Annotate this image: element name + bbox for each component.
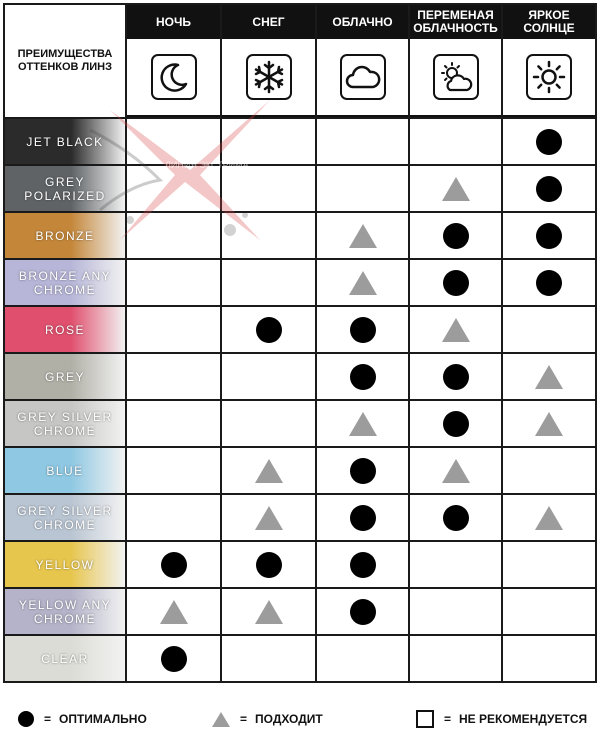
lens-comparison-table (3, 3, 597, 683)
table-row (4, 541, 596, 588)
rating-cell (221, 635, 316, 682)
rating-cell (221, 353, 316, 400)
rating-cell (126, 494, 221, 541)
rating-cell (316, 494, 409, 541)
rating-cell (409, 494, 502, 541)
rating-cell (221, 259, 316, 306)
rating-cell (502, 212, 596, 259)
optimal-dot-icon (536, 176, 562, 202)
rating-cell (126, 165, 221, 212)
lens-name-rose: ROSE (4, 306, 126, 353)
legend-not-recommended: = НЕ РЕКОМЕНДУЕТСЯ (416, 709, 587, 729)
optimal-dot-icon (350, 599, 376, 625)
suitable-triangle-icon (535, 365, 563, 389)
column-label: СНЕГ (252, 14, 285, 29)
column-label: ЯРКОЕ СОЛНЦЕ (523, 8, 575, 35)
suitable-triangle-icon (535, 412, 563, 436)
optimal-dot-icon (536, 270, 562, 296)
optimal-dot-icon (443, 364, 469, 390)
optimal-dot-icon (443, 505, 469, 531)
table-row (4, 306, 596, 353)
table-row (4, 353, 596, 400)
suitable-triangle-icon (255, 506, 283, 530)
rating-cell (502, 306, 596, 353)
rating-cell (502, 494, 596, 541)
suitable-triangle-icon (442, 459, 470, 483)
rating-cell (316, 353, 409, 400)
optimal-dot-icon (536, 129, 562, 155)
lens-name-grey-polarized: GREY POLARIZED (4, 165, 126, 212)
rating-cell (409, 447, 502, 494)
triangle-icon (212, 712, 230, 727)
suitable-triangle-icon (349, 224, 377, 248)
rating-cell (126, 400, 221, 447)
optimal-dot-icon (536, 223, 562, 249)
rating-cell (221, 447, 316, 494)
optimal-dot-icon (443, 270, 469, 296)
rating-cell (316, 165, 409, 212)
rating-cell (221, 212, 316, 259)
optimal-dot-icon (443, 223, 469, 249)
rating-cell (316, 447, 409, 494)
column-label: НОЧЬ (155, 14, 192, 29)
rating-cell (221, 541, 316, 588)
rating-cell (409, 259, 502, 306)
rating-cell (126, 635, 221, 682)
legend (0, 705, 600, 735)
rating-cell (126, 259, 221, 306)
rating-cell (502, 541, 596, 588)
suitable-triangle-icon (349, 271, 377, 295)
table-row (4, 494, 596, 541)
snowflake-icon (246, 54, 292, 100)
suitable-triangle-icon (160, 600, 188, 624)
rating-cell (502, 635, 596, 682)
rating-cell (126, 447, 221, 494)
suitable-triangle-icon (255, 459, 283, 483)
column-label: ОБЛАЧНО (332, 14, 393, 29)
suitable-triangle-icon (442, 318, 470, 342)
lens-name-yellow: YELLOW (4, 541, 126, 588)
column-header-3 (316, 4, 409, 118)
legend-optimal: = ОПТИМАЛЬНО (18, 709, 147, 729)
rating-cell (409, 635, 502, 682)
sun-icon (526, 54, 572, 100)
optimal-dot-icon (256, 552, 282, 578)
rating-cell (502, 118, 596, 165)
rating-cell (126, 118, 221, 165)
column-header-4 (409, 4, 502, 118)
suitable-triangle-icon (535, 506, 563, 530)
corner-title: ПРЕИМУЩЕСТВА ОТТЕНКОВ ЛИНЗ (4, 4, 126, 118)
table-row (4, 165, 596, 212)
rating-cell (409, 353, 502, 400)
rating-cell (316, 118, 409, 165)
rating-cell (502, 165, 596, 212)
moon-icon (151, 54, 197, 100)
rating-cell (126, 588, 221, 635)
rating-cell (316, 306, 409, 353)
table-body (4, 118, 596, 682)
rating-cell (316, 588, 409, 635)
lens-name-clear: CLEAR (4, 635, 126, 682)
column-header-5 (502, 4, 596, 118)
optimal-dot-icon (350, 317, 376, 343)
rating-cell (221, 118, 316, 165)
rating-cell (126, 541, 221, 588)
rating-cell (316, 212, 409, 259)
lens-name-jet-black: JET BLACK (4, 118, 126, 165)
table-row (4, 212, 596, 259)
column-header-2 (221, 4, 316, 118)
rating-cell (126, 353, 221, 400)
rating-cell (409, 588, 502, 635)
rating-cell (409, 212, 502, 259)
rating-cell (316, 635, 409, 682)
lens-name-blue: BLUE (4, 447, 126, 494)
suitable-triangle-icon (442, 177, 470, 201)
rating-cell (409, 118, 502, 165)
rating-cell (502, 588, 596, 635)
table-row (4, 588, 596, 635)
rating-cell (221, 494, 316, 541)
rating-cell (409, 400, 502, 447)
watermark-text: ЛИНИЯ ЭКСТРИМА (165, 160, 249, 170)
rating-cell (221, 588, 316, 635)
lens-name-bronze: BRONZE (4, 212, 126, 259)
lens-name-yellow-any-chrome: YELLOW ANY CHROME (4, 588, 126, 635)
rating-cell (502, 400, 596, 447)
partly-cloudy-icon (433, 54, 479, 100)
rating-cell (502, 447, 596, 494)
rating-cell (316, 400, 409, 447)
column-label: ПЕРЕМЕНАЯ ОБЛАЧНОСТЬ (413, 8, 498, 35)
suitable-triangle-icon (349, 412, 377, 436)
table-row (4, 400, 596, 447)
rating-cell (409, 541, 502, 588)
legend-suitable: = ПОДХОДИТ (212, 709, 323, 729)
table-row (4, 635, 596, 682)
optimal-dot-icon (256, 317, 282, 343)
table-row (4, 259, 596, 306)
optimal-dot-icon (443, 411, 469, 437)
lens-name-grey-silver-chrome: GREY SILVER CHROME (4, 400, 126, 447)
rating-cell (409, 306, 502, 353)
rating-cell (221, 165, 316, 212)
rating-cell (221, 306, 316, 353)
cloud-icon (340, 54, 386, 100)
optimal-dot-icon (161, 552, 187, 578)
lens-name-bronze-any-chrome: BRONZE ANY CHROME (4, 259, 126, 306)
rating-cell (502, 353, 596, 400)
rating-cell (221, 400, 316, 447)
suitable-triangle-icon (255, 600, 283, 624)
rating-cell (126, 212, 221, 259)
rating-cell (316, 259, 409, 306)
optimal-dot-icon (350, 552, 376, 578)
rating-cell (502, 259, 596, 306)
table-row (4, 447, 596, 494)
rating-cell (409, 165, 502, 212)
lens-name-grey: GREY (4, 353, 126, 400)
column-header-1 (126, 4, 221, 118)
rating-cell (126, 306, 221, 353)
empty-box-icon (416, 710, 434, 728)
dot-icon (18, 711, 34, 727)
optimal-dot-icon (161, 646, 187, 672)
header-row (4, 4, 596, 118)
rating-cell (316, 541, 409, 588)
lens-name-grey-silver-chrome: GREY SILVER CHROME (4, 494, 126, 541)
optimal-dot-icon (350, 364, 376, 390)
optimal-dot-icon (350, 458, 376, 484)
optimal-dot-icon (350, 505, 376, 531)
table-row (4, 118, 596, 165)
